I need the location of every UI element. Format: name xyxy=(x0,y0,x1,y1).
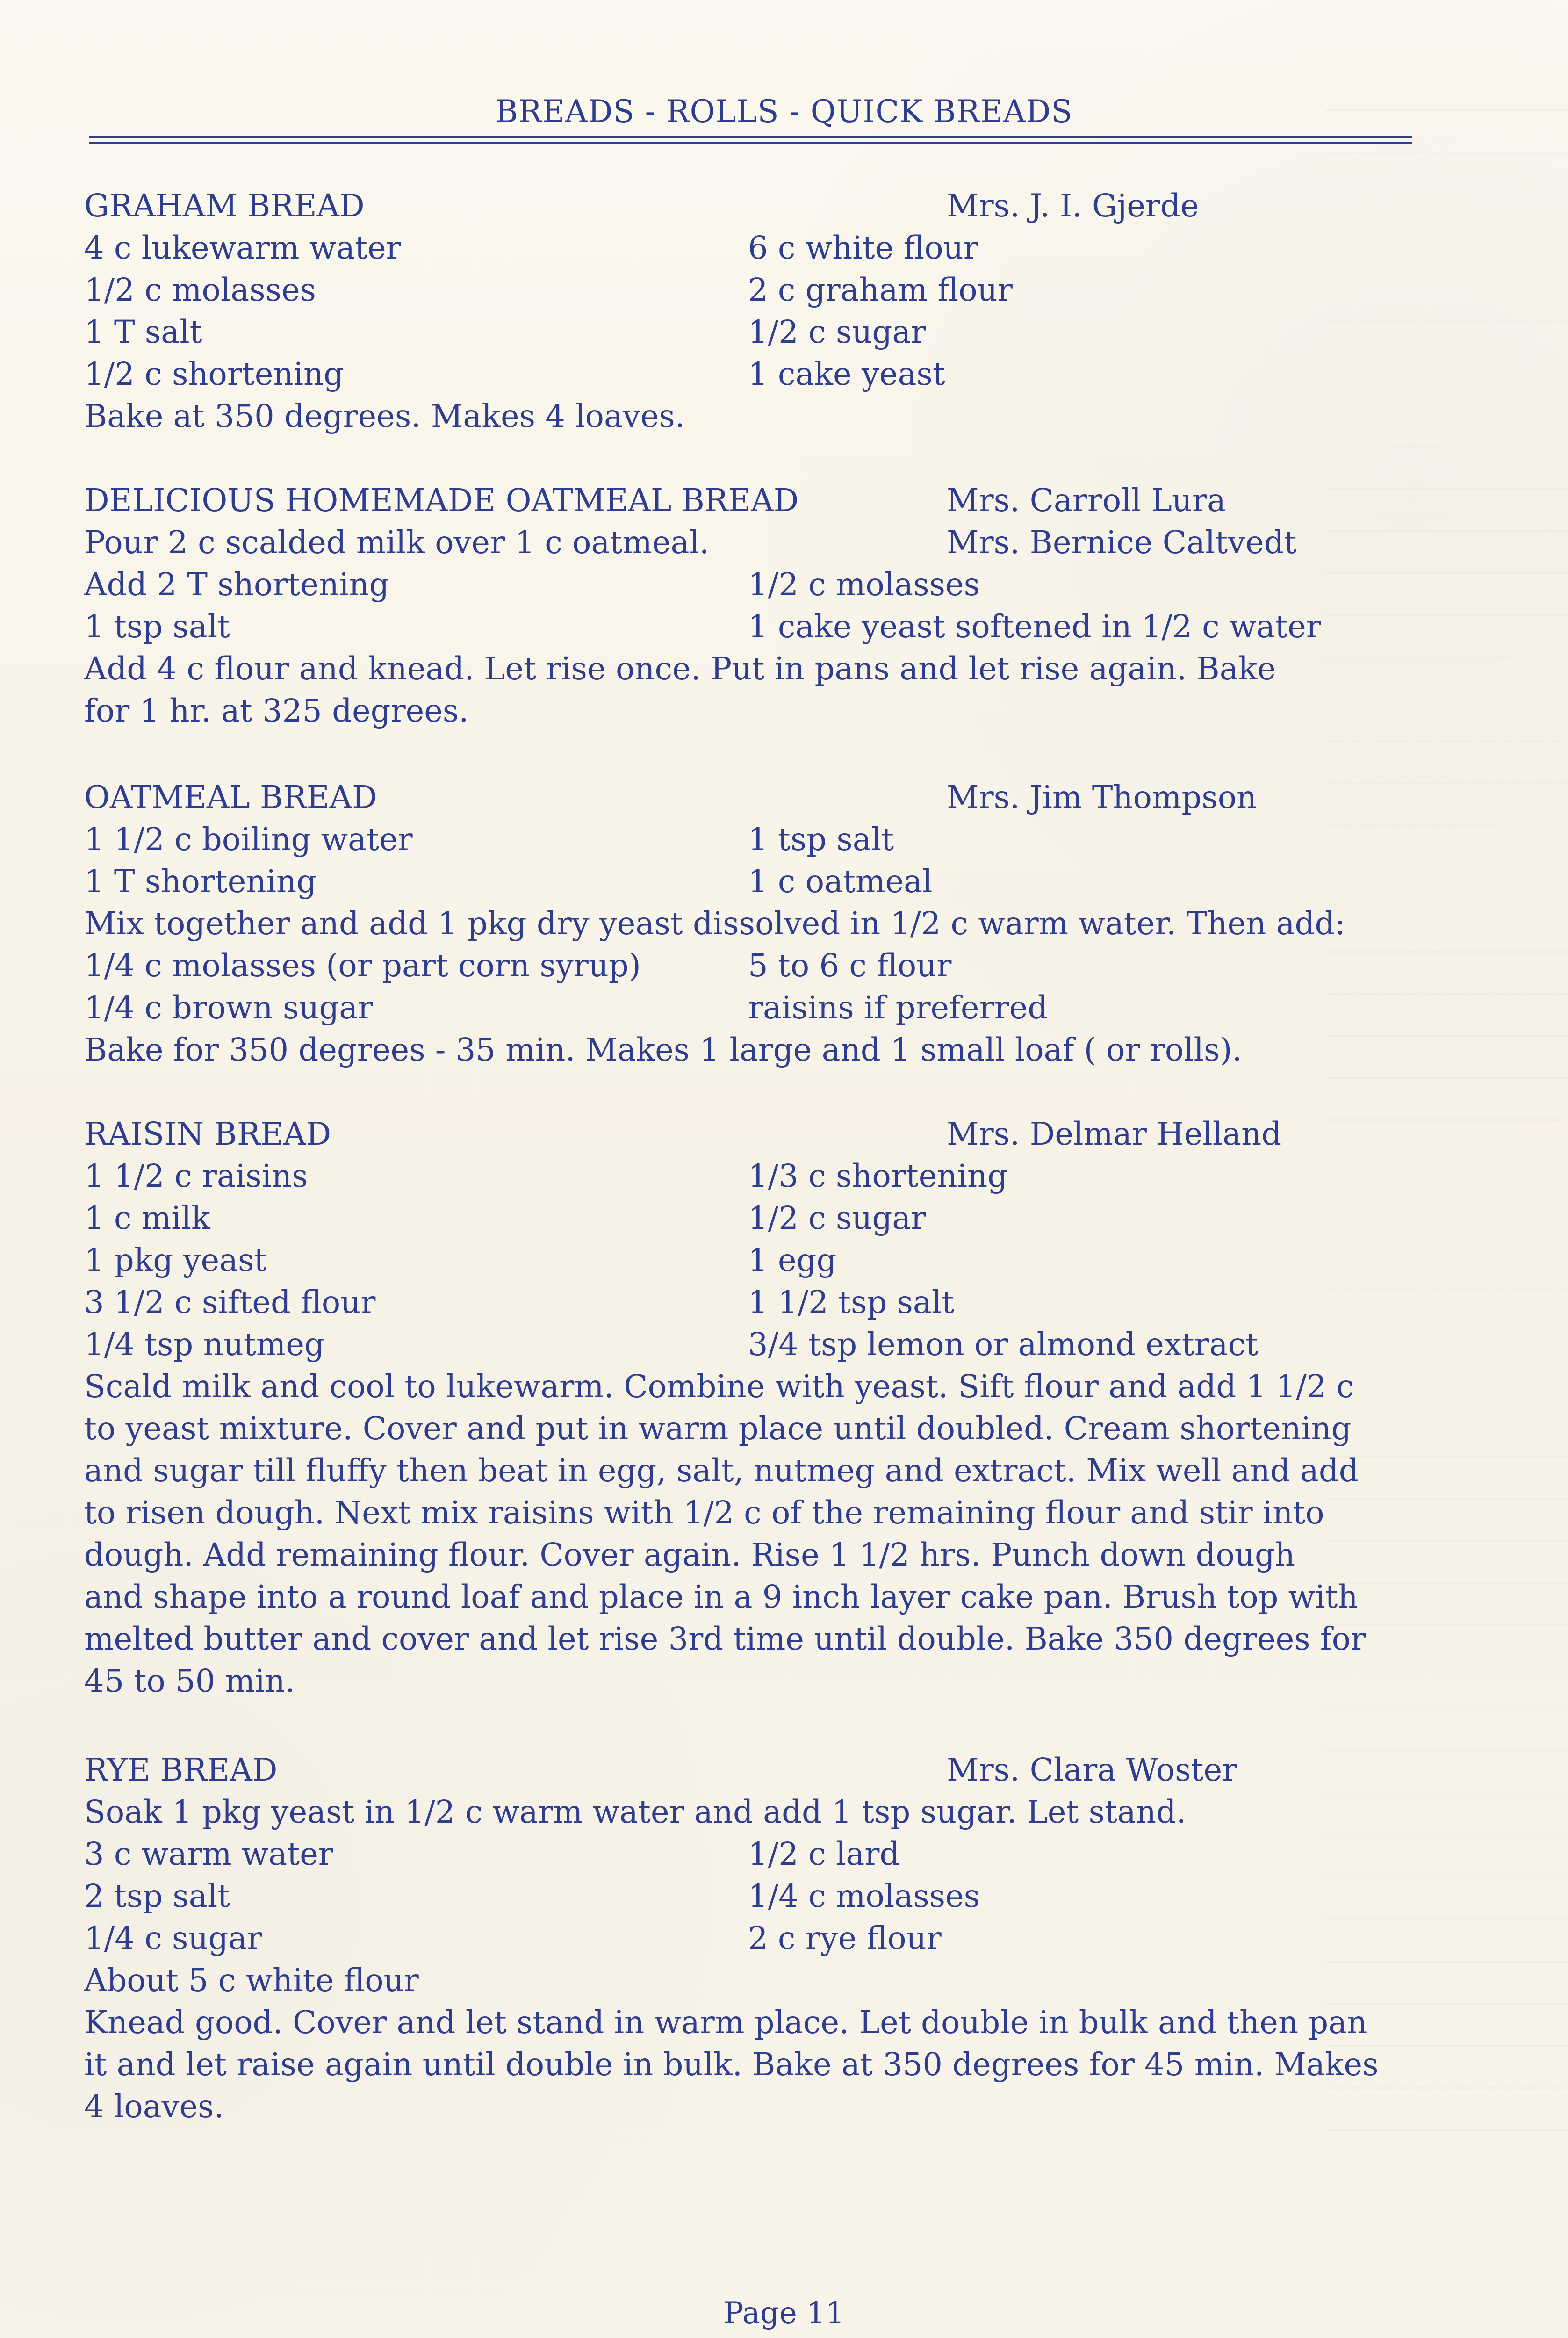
ingredient-right: 1 c oatmeal xyxy=(748,863,933,900)
instruction-paragraph xyxy=(84,1365,1477,1702)
ingredient-left: 1/2 c molasses xyxy=(84,272,316,308)
ingredient-right: 1 1/2 tsp salt xyxy=(748,1284,955,1321)
recipe-title: RAISIN BREAD xyxy=(84,1116,331,1152)
ingredient-row xyxy=(84,353,1477,395)
header-rule-top xyxy=(89,136,1412,138)
ingredient-left: 1/4 c molasses (or part corn syrup) xyxy=(84,947,641,984)
instruction-text: melted butter and cover and let rise 3rd time until double. Bake 350 degrees for xyxy=(84,1621,1366,1657)
instruction-text: Soak 1 pkg yeast in 1/2 c warm water and add 1 tsp sugar. Let stand. xyxy=(84,1794,1187,1830)
instruction-line xyxy=(84,1029,1477,1071)
ingredient-left: 3 c warm water xyxy=(84,1836,333,1872)
recipe-title: GRAHAM BREAD xyxy=(84,188,365,224)
recipe-author: Mrs. Delmar Helland xyxy=(947,1116,1282,1152)
instruction-line xyxy=(84,1492,1477,1534)
instruction-line xyxy=(84,1365,1477,1407)
ingredient-right: 1/3 c shortening xyxy=(748,1158,1008,1194)
instruction-text: Scald milk and cool to lukewarm. Combine with yeast. Sift flour and add 1 1/2 c xyxy=(84,1368,1354,1405)
ingredient-row xyxy=(84,1323,1477,1365)
ingredient-right: 1/2 c lard xyxy=(748,1836,900,1872)
instruction-text: it and let raise again until double in bulk. Bake at 350 degrees for 45 min. Makes xyxy=(84,2046,1379,2083)
recipe-title-row xyxy=(84,1749,1477,1791)
ingredient-right: raisins if preferred xyxy=(748,989,1048,1026)
recipe-author: Mrs. Clara Woster xyxy=(947,1752,1237,1788)
ingredient-row xyxy=(84,987,1477,1029)
ingredient-right: 1 tsp salt xyxy=(748,821,894,858)
recipe-line xyxy=(84,521,1477,563)
ingredient-right: 1 egg xyxy=(748,1242,837,1278)
ingredient-right: 1/2 c sugar xyxy=(748,1200,926,1236)
ingredient-row xyxy=(84,227,1477,269)
ingredient-left: Add 2 T shortening xyxy=(84,566,389,603)
ingredient-left: 1 T shortening xyxy=(84,863,317,900)
ingredient-row xyxy=(84,269,1477,311)
ingredient-right: 6 c white flour xyxy=(748,230,978,266)
ingredient-row xyxy=(84,860,1477,902)
recipe-title: DELICIOUS HOMEMADE OATMEAL BREAD xyxy=(84,482,799,519)
instruction-text: to risen dough. Next mix raisins with 1/2 c of the remaining flour and stir into xyxy=(84,1494,1324,1531)
recipe-homemade-oatmeal-bread xyxy=(84,479,1477,732)
ingredient-left: About 5 c white flour xyxy=(84,1962,419,1999)
ingredient-left: 1 T salt xyxy=(84,314,202,350)
ingredient-right: 1 cake yeast xyxy=(748,356,945,392)
ingredient-right: 1 cake yeast softened in 1/2 c water xyxy=(748,608,1321,645)
header-rule-bottom xyxy=(89,142,1412,144)
recipe-author: Mrs. Jim Thompson xyxy=(947,779,1257,815)
recipe-title-row xyxy=(84,1113,1477,1155)
ingredient-left: 1 1/2 c boiling water xyxy=(84,821,413,858)
instruction-line xyxy=(84,395,1477,437)
instruction-text: 4 loaves. xyxy=(84,2088,224,2125)
ingredient-right: 3/4 tsp lemon or almond extract xyxy=(748,1326,1259,1363)
ingredient-left: 1/4 tsp nutmeg xyxy=(84,1326,324,1363)
instruction-line xyxy=(84,648,1477,690)
ingredient-left: 3 1/2 c sifted flour xyxy=(84,1284,376,1321)
instruction-line xyxy=(84,2043,1477,2085)
recipe-rye-bread xyxy=(84,1749,1477,2128)
ingredient-left: 1 c milk xyxy=(84,1200,210,1236)
recipe-title-row xyxy=(84,479,1477,521)
instruction-text: dough. Add remaining flour. Cover again. Rise 1 1/2 hrs. Punch down dough xyxy=(84,1537,1295,1573)
instruction-line xyxy=(84,1618,1477,1660)
ingredient-row xyxy=(84,1833,1477,1875)
recipe-title-row xyxy=(84,185,1477,227)
instruction-line xyxy=(84,1450,1477,1492)
recipe-raisin-bread xyxy=(84,1113,1477,1702)
ingredient-row xyxy=(84,1281,1477,1323)
instruction-text: Pour 2 c scalded milk over 1 c oatmeal. xyxy=(84,524,710,561)
instruction-text: for 1 hr. at 325 degrees. xyxy=(84,693,469,729)
ingredient-row xyxy=(84,945,1477,987)
ingredient-left: 4 c lukewarm water xyxy=(84,230,401,266)
instruction-text: 45 to 50 min. xyxy=(84,1663,295,1699)
page-number: Page 11 xyxy=(723,2296,845,2331)
instruction-line xyxy=(84,1576,1477,1618)
instruction-text: Bake for 350 degrees - 35 min. Makes 1 large and 1 small loaf ( or rolls). xyxy=(84,1032,1242,1068)
recipe-title: OATMEAL BREAD xyxy=(84,779,377,815)
ingredient-row xyxy=(84,1155,1477,1197)
ingredient-row xyxy=(84,563,1477,606)
instruction-line xyxy=(84,1791,1477,1833)
ingredient-right: 2 c rye flour xyxy=(748,1920,942,1956)
instruction-line xyxy=(84,1660,1477,1702)
instruction-text: Add 4 c flour and knead. Let rise once. Put in pans and let rise again. Bake xyxy=(84,650,1276,687)
instruction-text: and shape into a round loaf and place in a 9 inch layer cake pan. Brush top with xyxy=(84,1579,1358,1615)
ingredient-left: 1 1/2 c raisins xyxy=(84,1158,308,1194)
instruction-text: and sugar till fluffy then beat in egg, salt, nutmeg and extract. Mix well and add xyxy=(84,1452,1359,1489)
recipe-oatmeal-bread xyxy=(84,776,1477,1071)
instruction-line xyxy=(84,902,1477,945)
ingredient-right: 5 to 6 c flour xyxy=(748,947,952,984)
recipe-title: RYE BREAD xyxy=(84,1752,278,1788)
recipe-author: Mrs. J. I. Gjerde xyxy=(947,188,1199,224)
ingredient-right: 1/2 c molasses xyxy=(748,566,980,603)
recipe-title-row xyxy=(84,776,1477,818)
ingredient-row xyxy=(84,1875,1477,1917)
instruction-line xyxy=(84,690,1477,732)
instruction-line xyxy=(84,2085,1477,2128)
page-header: BREADS - ROLLS - QUICK BREADS xyxy=(495,94,1073,130)
ingredient-right: 2 c graham flour xyxy=(748,272,1013,308)
ingredient-right: 1/2 c sugar xyxy=(748,314,926,350)
ingredient-left: 1/4 c brown sugar xyxy=(84,989,373,1026)
instruction-line xyxy=(84,1407,1477,1450)
ingredient-right: 1/4 c molasses xyxy=(748,1878,980,1914)
ingredient-left: 1/2 c shortening xyxy=(84,356,344,392)
recipe-author-secondary: Mrs. Bernice Caltvedt xyxy=(947,524,1297,561)
ingredient-left: 1 tsp salt xyxy=(84,608,230,645)
instruction-text: Bake at 350 degrees. Makes 4 loaves. xyxy=(84,398,685,434)
ingredient-row xyxy=(84,818,1477,860)
ingredient-row xyxy=(84,606,1477,648)
instruction-line xyxy=(84,1534,1477,1576)
ingredient-row xyxy=(84,1959,1477,2001)
ingredient-left: 1 pkg yeast xyxy=(84,1242,267,1278)
instruction-text: Knead good. Cover and let stand in warm place. Let double in bulk and then pan xyxy=(84,2004,1367,2041)
ingredient-left: 1/4 c sugar xyxy=(84,1920,262,1956)
recipe-author: Mrs. Carroll Lura xyxy=(947,482,1226,519)
recipe-graham-bread xyxy=(84,185,1477,437)
ingredient-row xyxy=(84,311,1477,353)
instruction-text: Mix together and add 1 pkg dry yeast dissolved in 1/2 c warm water. Then add: xyxy=(84,905,1345,942)
ingredient-row xyxy=(84,1917,1477,1959)
instruction-text: to yeast mixture. Cover and put in warm place until doubled. Cream shortening xyxy=(84,1410,1352,1447)
ingredient-left: 2 tsp salt xyxy=(84,1878,230,1914)
instruction-line xyxy=(84,2001,1477,2043)
ingredient-row xyxy=(84,1197,1477,1239)
ingredient-row xyxy=(84,1239,1477,1281)
